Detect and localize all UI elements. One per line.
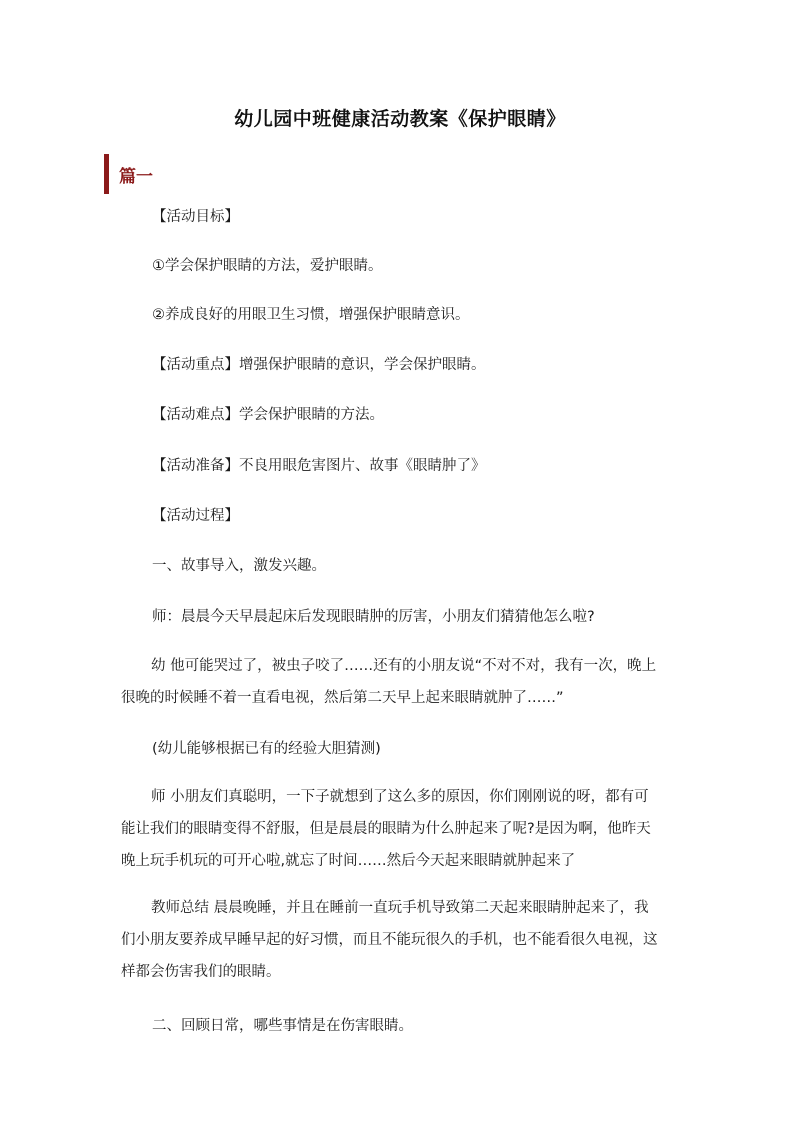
paragraph-step-1: 一、故事导入，激发兴趣。 xyxy=(152,558,326,574)
paragraph-teacher-summary: 教师总结 晨晨晚睡，并且在睡前一直玩手机导致第二天起来眼睛肿起来了，我们小朋友要养成早睡早起的好习惯，而且不能玩很久的手机，也不能看很久电视，这样都会伤害我们的眼睛。 xyxy=(121,900,658,980)
paragraph-step-2: 二、回顾日常，哪些事情是在伤害眼睛。 xyxy=(152,1018,413,1034)
paragraph-goal-2: ②养成良好的用眼卫生习惯，增强保护眼睛意识。 xyxy=(152,307,470,323)
paragraph-preparation: 【活动准备】不良用眼危害图片、故事《眼睛肿了》 xyxy=(152,458,486,474)
document-title: 幼儿园中班健康活动教案《保护眼睛》 xyxy=(234,108,566,130)
paragraph-key-points: 【活动重点】增强保护眼睛的意识，学会保护眼睛。 xyxy=(152,357,486,373)
section-marker-bar xyxy=(104,154,109,194)
paragraph-teacher-question: 师：晨晨今天早晨起床后发现眼睛肿的厉害，小朋友们猜猜他怎么啦? xyxy=(152,609,595,625)
paragraph-process: 【活动过程】 xyxy=(152,508,239,524)
paragraph-activity-goals: 【活动目标】 xyxy=(152,209,239,225)
paragraph-difficulties: 【活动难点】学会保护眼睛的方法。 xyxy=(152,407,384,423)
paragraph-note: (幼儿能够根据已有的经验大胆猜测) xyxy=(152,741,381,757)
section-heading: 篇一 xyxy=(119,167,153,187)
paragraph-goal-1: ①学会保护眼睛的方法，爱护眼睛。 xyxy=(152,258,383,274)
paragraph-teacher-explain: 师 小朋友们真聪明，一下子就想到了这么多的原因，你们刚刚说的呀，都有可能让我们的眼睛变得不舒服，但是晨晨的眼睛为什么肿起来了呢?是因为啊，他昨天晚上玩手机玩的可开心啦,就忘了时间……然后今天起来眼睛就肿起来了 xyxy=(121,789,651,869)
paragraph-children-answer: 幼 他可能哭过了，被虫子咬了……还有的小朋友说“不对不对，我有一次，晚上很晚的时候睡不着一直看电视，然后第二天早上起来眼睛就肿了……” xyxy=(121,658,657,706)
